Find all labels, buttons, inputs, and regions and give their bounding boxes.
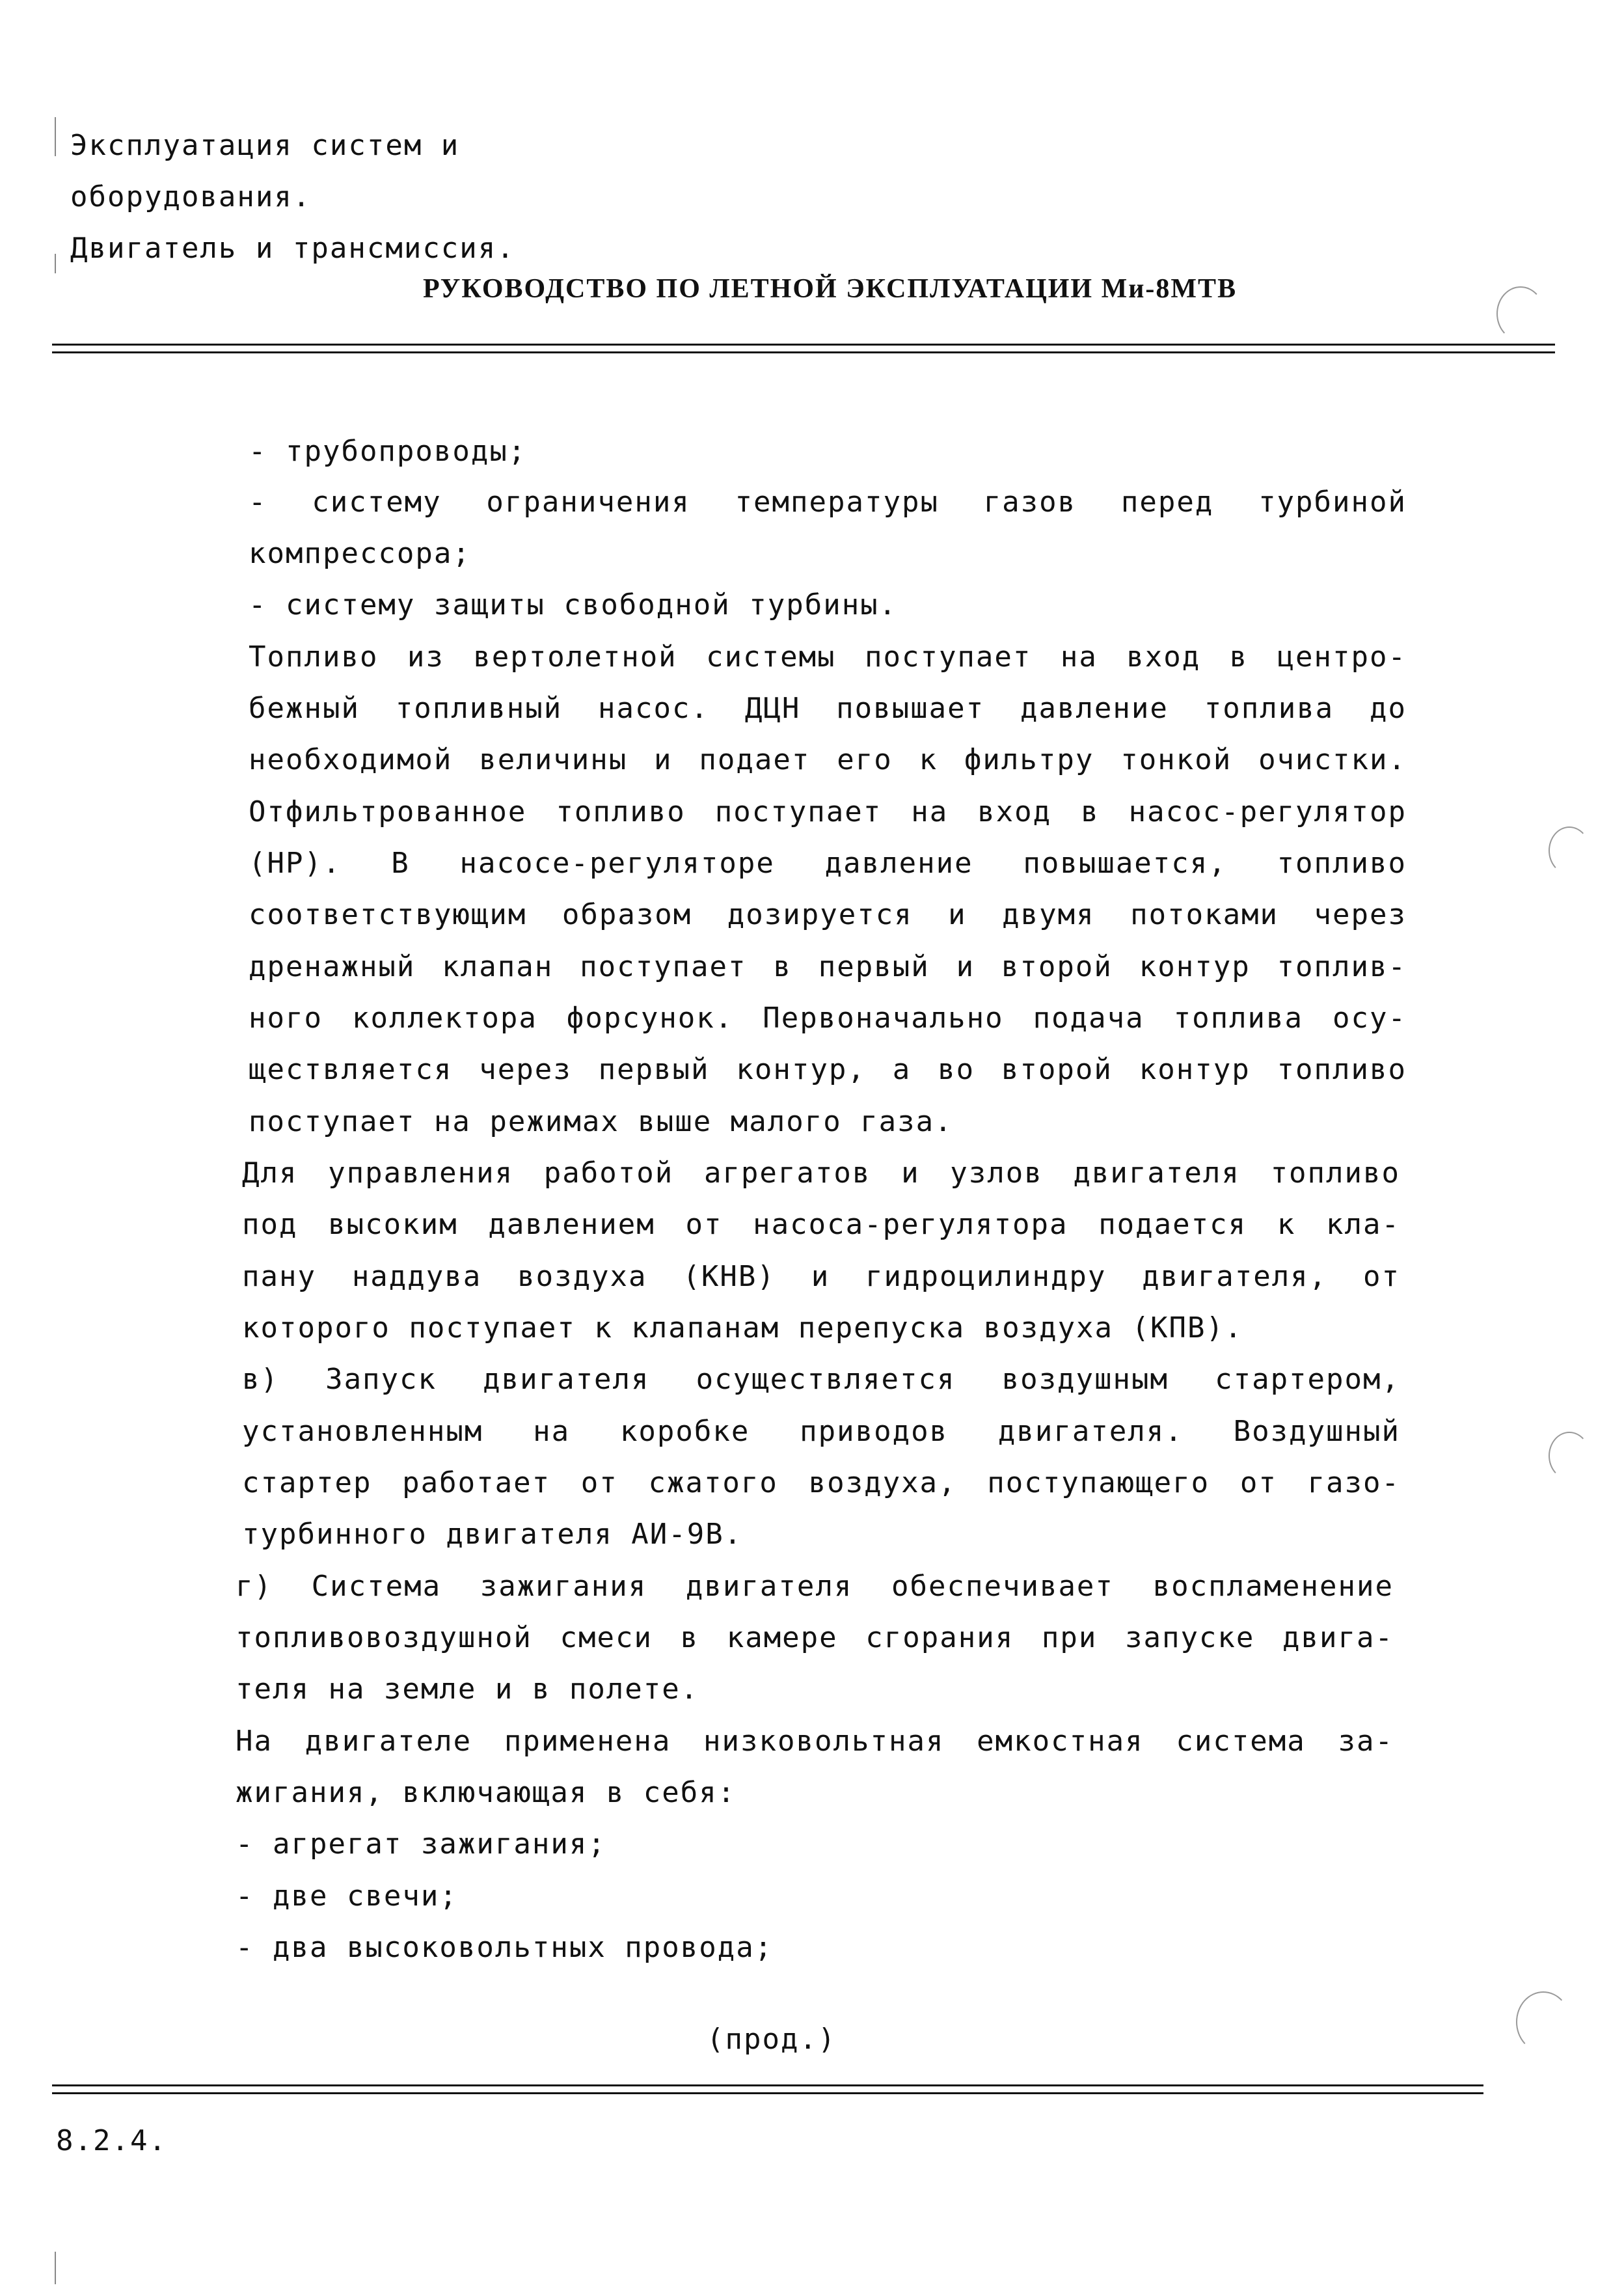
text-line: - агрегат зажигания; — [236, 1827, 606, 1861]
margin-mark — [55, 2252, 56, 2284]
punch-hole-mark — [1549, 826, 1590, 875]
page-number: 8.2.4. — [56, 2124, 167, 2157]
text-line: в) Запуск двигателя осуществляется воздушным стартером, — [242, 1363, 1400, 1396]
footer-divider — [52, 2084, 1483, 2094]
text-line: - систему ограничения температуры газов перед турбиной — [249, 485, 1407, 519]
continued-marker: (прод.) — [707, 2023, 837, 2056]
punch-hole-mark — [1516, 1991, 1571, 2053]
text-line: - трубопроводы; — [249, 435, 527, 468]
text-line: пану наддува воздуха (КНВ) и гидроцилиндру двигателя, от — [242, 1260, 1400, 1293]
punch-hole-mark — [1549, 1432, 1590, 1480]
text-line: соответствующим образом дозируется и двумя потоками через — [249, 898, 1407, 931]
section-header-line: Эксплуатация систем и — [70, 129, 460, 162]
text-line: Топливо из вертолетной системы поступает на вход в центро- — [249, 640, 1407, 674]
text-line: необходимой величины и подает его к фильтру тонкой очистки. — [249, 743, 1407, 776]
section-header-line: оборудования. — [70, 180, 312, 213]
text-line: ного коллектора форсунок. Первоначально подача топлива осу- — [249, 1002, 1407, 1035]
text-line: - два высоковольтных провода; — [236, 1931, 774, 1964]
margin-mark — [55, 254, 56, 273]
text-line: теля на земле и в полете. — [236, 1673, 699, 1706]
text-line: - систему защиты свободной турбины. — [249, 588, 898, 621]
text-line: топливовоздушной смеси в камере сгорания при запуске двига- — [236, 1621, 1394, 1654]
text-line: под высоким давлением от насоса-регулятора подается к кла- — [242, 1208, 1400, 1241]
text-line: ществляется через первый контур, а во второй контур топливо — [249, 1053, 1407, 1086]
section-header — [70, 120, 515, 274]
punch-hole-mark — [1496, 286, 1545, 341]
text-line: - две свечи; — [236, 1879, 458, 1913]
text-line: которого поступает к клапанам перепуска воздуха (КПВ). — [242, 1311, 1243, 1345]
text-line: поступает на режимах выше малого газа. — [249, 1105, 953, 1138]
header-divider — [52, 344, 1555, 353]
section-header-line: Двигатель и трансмиссия. — [70, 232, 515, 265]
text-line: компрессора; — [249, 537, 471, 570]
text-line: Для управления работой агрегатов и узлов двигателя топливо — [242, 1156, 1400, 1190]
text-line: г) Система зажигания двигателя обеспечивает воспламенение — [236, 1570, 1394, 1603]
text-line: бежный топливный насос. ДЦН повышает давление топлива до — [249, 692, 1407, 725]
manual-title: РУКОВОДСТВО ПО ЛЕТНОЙ ЭКСПЛУАТАЦИИ Ми-8МТВ — [423, 274, 1238, 304]
margin-mark — [55, 117, 56, 156]
text-line: установленным на коробке приводов двигателя. Воздушный — [242, 1415, 1400, 1448]
text-line: турбинного двигателя АИ-9В. — [242, 1518, 743, 1551]
text-line: жигания, включающая в себя: — [236, 1776, 737, 1809]
text-line: Отфильтрованное топливо поступает на вход в насос-регулятор — [249, 795, 1407, 828]
text-line: (НР). В насосе-регуляторе давление повышается, топливо — [249, 847, 1407, 880]
text-line: На двигателе применена низковольтная емкостная система за- — [236, 1725, 1394, 1758]
text-line: стартер работает от сжатого воздуха, поступающего от газо- — [242, 1466, 1400, 1499]
text-line: дренажный клапан поступает в первый и второй контур топлив- — [249, 950, 1407, 983]
